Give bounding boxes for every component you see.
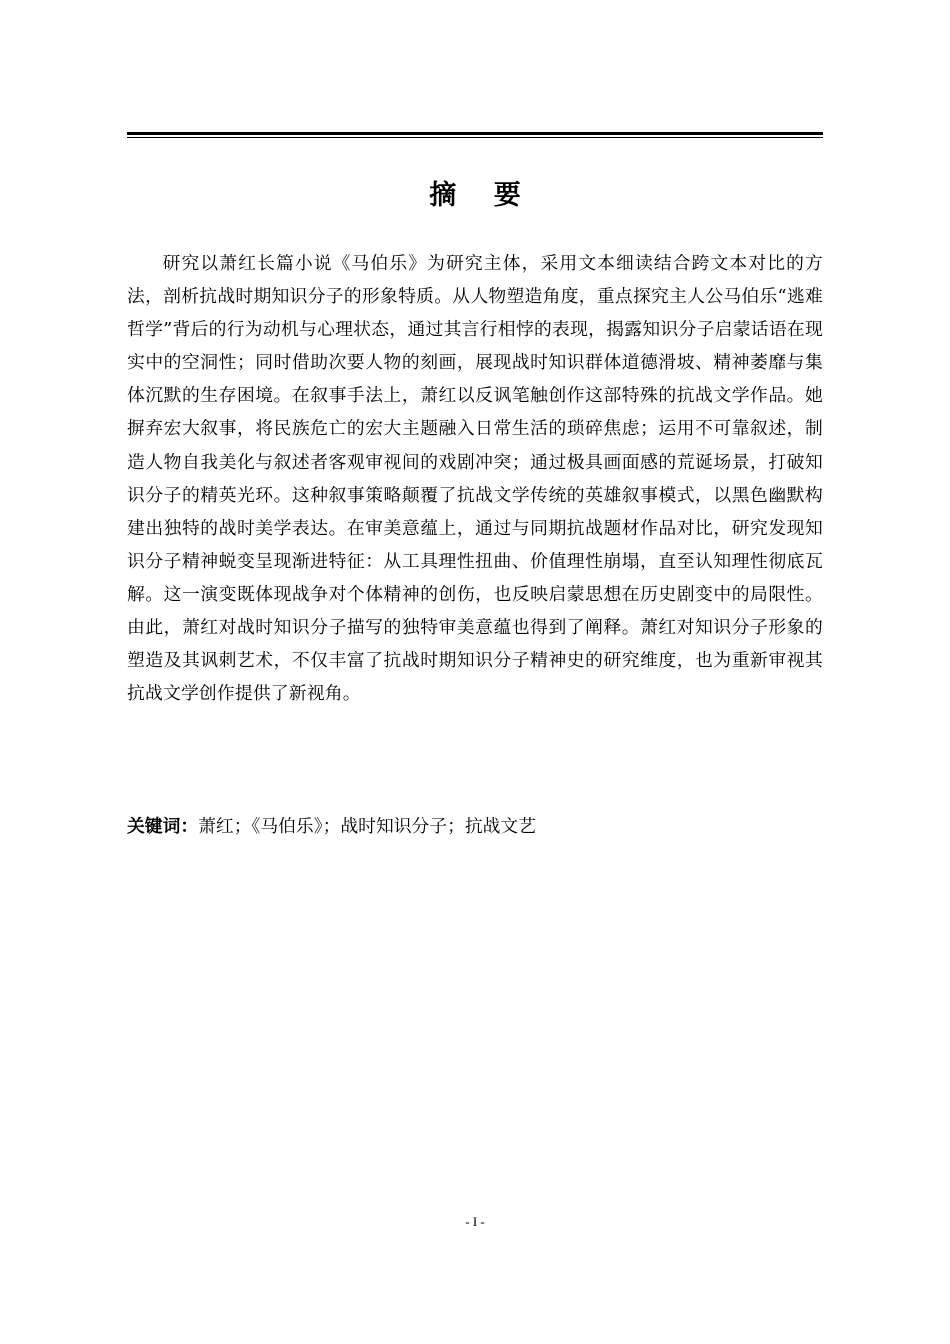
page-number: - I - <box>465 1214 485 1229</box>
header-rule-thin <box>127 137 823 138</box>
abstract-body: 研究以萧红长篇小说《马伯乐》为研究主体，采用文本细读结合跨文本对比的方法，剖析抗战时期知识分子的形象特质。从人物塑造角度，重点探究主人公马伯乐“逃难哲学”背后的行为动机与心理状态，通过其言行相悖的表现，揭露知识分子启蒙话语在现实中的空洞性；同时借助次要人物的刻画，展现战时知识群体道德滑坡、精神萎靡与集体沉默的生存困境。在叙事手法上，萧红以反讽笔触创作这部特殊的抗战文学作品。她摒弃宏大叙事，将民族危亡的宏大主题融入日常生活的琐碎焦虑；运用不可靠叙述，制造人物自我美化与叙述者客观审视间的戏剧冲突；通过极具画面感的荒诞场景，打破知识分子的精英光环。这种叙事策略颠覆了抗战文学传统的英雄叙事模式，以黑色幽默构建出独特的战时美学表达。在审美意蕴上，通过与同期抗战题材作品对比，研究发现知识分子精神蜕变呈现渐进特征：从工具理性扭曲、价值理性崩塌，直至认知理性彻底瓦解。这一演变既体现战争对个体精神的创伤，也反映启蒙思想在历史剧变中的局限性。由此，萧红对战时知识分子描写的独特审美意蕴也得到了阐释。萧红对知识分子形象的塑造及其讽刺艺术，不仅丰富了抗战时期知识分子精神史的研究维度，也为重新审视其抗战文学创作提供了新视角。 <box>127 253 823 705</box>
keywords-line <box>127 811 823 843</box>
abstract-title: 摘 要 <box>429 180 535 211</box>
keywords-label: 关键词： <box>127 816 199 837</box>
header-rule-thick <box>127 132 823 135</box>
keywords-text: 萧红；《马伯乐》；战时知识分子；抗战文艺 <box>198 816 536 837</box>
